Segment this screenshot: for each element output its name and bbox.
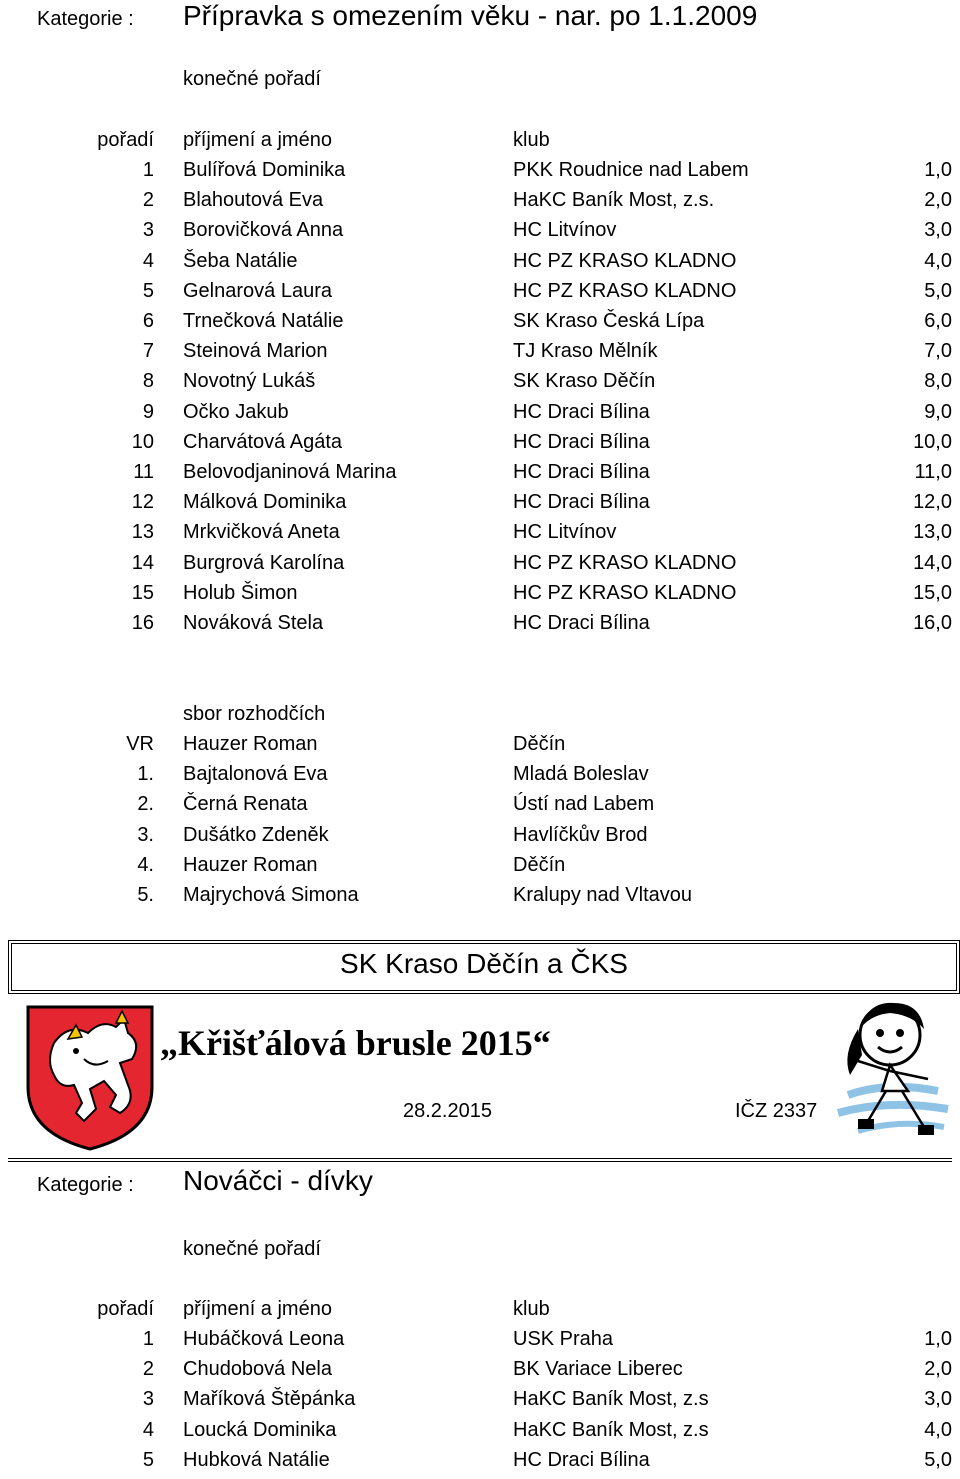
- row-name: Holub Šimon: [183, 581, 298, 604]
- row-club: HaKC Baník Most, z.s.: [513, 189, 715, 212]
- row-rank: 5: [142, 1448, 154, 1471]
- row-name: Málková Dominika: [183, 491, 347, 514]
- results-subtitle: konečné pořadí: [183, 68, 321, 90]
- row-points: 8,0: [924, 370, 952, 393]
- event-date: 28.2.2015: [403, 1100, 492, 1122]
- row-rank: 7: [142, 340, 154, 363]
- row-club: SK Kraso Děčín: [513, 370, 656, 393]
- row-club: BK Variace Liberec: [513, 1358, 683, 1381]
- table-row: [0, 189, 960, 219]
- judge-role: VR: [126, 733, 154, 755]
- judge-row: [0, 793, 960, 823]
- judge-row: [0, 763, 960, 793]
- row-rank: 3: [142, 219, 154, 242]
- row-rank: 8: [142, 370, 154, 393]
- table-row: [0, 340, 960, 370]
- row-club: TJ Kraso Mělník: [513, 340, 658, 363]
- row-name: Steinová Marion: [183, 340, 328, 363]
- banner-divider: [8, 1158, 952, 1162]
- row-name: Nováková Stela: [183, 612, 324, 634]
- row-name: Bulířová Dominika: [183, 159, 346, 181]
- row-points: 6,0: [924, 310, 952, 332]
- row-name: Maříková Štěpánka: [183, 1388, 356, 1411]
- row-rank: 14: [131, 551, 154, 574]
- organizer-name: SK Kraso Děčín a ČKS: [340, 948, 628, 979]
- judge-city: Havlíčkův Brod: [513, 823, 648, 846]
- row-club: HC PZ KRASO KLADNO: [513, 279, 737, 302]
- table-row: [0, 1388, 960, 1418]
- row-rank: 16: [131, 612, 154, 634]
- row-rank: 9: [142, 400, 154, 423]
- table-row: [0, 310, 960, 340]
- judge-city: Děčín: [513, 733, 566, 755]
- row-points: 2,0: [924, 1358, 952, 1381]
- row-club: HC Draci Bílina: [513, 461, 650, 483]
- table-row: [0, 431, 960, 461]
- row-name: Mrkvičková Aneta: [183, 521, 340, 544]
- row-club: HC Draci Bílina: [513, 491, 650, 514]
- table-row: [0, 461, 960, 491]
- row-name: Chudobová Nela: [183, 1358, 332, 1381]
- row-name: Loucká Dominika: [183, 1418, 337, 1441]
- row-name: Gelnarová Laura: [183, 279, 332, 302]
- row-name: Burgrová Karolína: [183, 551, 345, 574]
- judge-role: 2.: [137, 793, 154, 816]
- row-points: 2,0: [924, 189, 952, 212]
- row-name: Trnečková Natálie: [183, 310, 344, 332]
- row-rank: 4: [142, 1418, 154, 1441]
- row-rank: 1: [142, 159, 154, 181]
- header-rank: pořadí: [97, 1298, 154, 1320]
- results-header-2: [0, 1298, 960, 1328]
- row-club: HC Draci Bílina: [513, 430, 650, 453]
- row-points: 13,0: [913, 521, 952, 544]
- row-name: Blahoutová Eva: [183, 189, 324, 212]
- row-points: 7,0: [924, 340, 952, 363]
- table-row: [0, 521, 960, 551]
- row-points: 12,0: [913, 491, 952, 514]
- row-name: Hubáčková Leona: [183, 1328, 345, 1350]
- row-points: 10,0: [913, 430, 952, 453]
- table-row: [0, 612, 960, 642]
- event-icz: IČZ 2337: [735, 1100, 818, 1122]
- row-points: 5,0: [924, 1448, 952, 1471]
- table-row: [0, 491, 960, 521]
- row-points: 16,0: [913, 612, 952, 634]
- table-row: [0, 370, 960, 400]
- judge-row: [0, 884, 960, 914]
- row-rank: 12: [131, 491, 154, 514]
- row-rank: 4: [142, 249, 154, 272]
- table-row: [0, 1358, 960, 1388]
- row-points: 11,0: [914, 461, 952, 483]
- row-club: HC PZ KRASO KLADNO: [513, 551, 737, 574]
- table-row: [0, 219, 960, 249]
- row-rank: 13: [131, 521, 154, 544]
- row-club: HC Draci Bílina: [513, 612, 650, 634]
- row-rank: 11: [133, 461, 154, 483]
- row-rank: 1: [142, 1328, 154, 1350]
- row-points: 9,0: [924, 400, 952, 423]
- category-title-2: Nováčci - dívky: [183, 1165, 373, 1196]
- row-club: HC PZ KRASO KLADNO: [513, 581, 737, 604]
- row-points: 1,0: [924, 1328, 952, 1350]
- row-points: 15,0: [913, 581, 952, 604]
- judge-city: Mladá Boleslav: [513, 763, 649, 786]
- row-club: HC Draci Bílina: [513, 1448, 650, 1471]
- table-row: [0, 250, 960, 280]
- row-name: Belovodjaninová Marina: [183, 461, 397, 483]
- judges-title: sbor rozhodčích: [183, 703, 326, 725]
- table-row: [0, 552, 960, 582]
- row-name: Šeba Natálie: [183, 249, 298, 272]
- header-club: klub: [513, 129, 550, 151]
- row-points: 5,0: [924, 279, 952, 302]
- row-points: 4,0: [924, 249, 952, 272]
- row-name: Očko Jakub: [183, 400, 289, 423]
- row-club: HaKC Baník Most, z.s: [513, 1388, 709, 1411]
- row-rank: 2: [142, 1358, 154, 1381]
- row-club: USK Praha: [513, 1328, 614, 1350]
- row-rank: 3: [142, 1388, 154, 1411]
- table-row: [0, 1419, 960, 1449]
- judge-role: 5.: [137, 884, 154, 906]
- row-name: Hubková Natálie: [183, 1448, 330, 1471]
- judge-name: Hauzer Roman: [183, 733, 318, 755]
- judge-name: Bajtalonová Eva: [183, 763, 328, 786]
- category-label-2: Kategorie :: [37, 1174, 134, 1196]
- judge-city: Děčín: [513, 853, 566, 876]
- row-club: SK Kraso Česká Lípa: [513, 310, 705, 332]
- header-club: klub: [513, 1298, 550, 1320]
- row-name: Charvátová Agáta: [183, 430, 342, 453]
- row-name: Novotný Lukáš: [183, 370, 316, 393]
- organizer-banner: [8, 940, 960, 994]
- event-title: „Křišťálová brusle 2015“: [160, 1023, 551, 1063]
- row-rank: 10: [131, 430, 154, 453]
- judge-role: 1.: [137, 763, 154, 786]
- judge-row: [0, 824, 960, 854]
- judge-row: [0, 733, 960, 763]
- row-points: 3,0: [924, 1388, 952, 1411]
- results-header: [0, 129, 960, 159]
- judge-role: 3.: [137, 823, 154, 846]
- row-points: 1,0: [924, 159, 952, 181]
- row-club: HC Litvínov: [513, 219, 617, 242]
- table-row: [0, 1449, 960, 1479]
- table-row: [0, 280, 960, 310]
- row-club: HC Litvínov: [513, 521, 617, 544]
- judge-name: Majrychová Simona: [183, 884, 359, 906]
- judge-role: 4.: [137, 853, 154, 876]
- row-rank: 5: [142, 279, 154, 302]
- row-club: HC Draci Bílina: [513, 400, 650, 423]
- table-row: [0, 582, 960, 612]
- row-rank: 2: [142, 189, 154, 212]
- judge-name: Černá Renata: [183, 793, 308, 816]
- row-rank: 6: [142, 310, 154, 332]
- row-points: 3,0: [924, 219, 952, 242]
- row-club: HC PZ KRASO KLADNO: [513, 249, 737, 272]
- table-row: [0, 1328, 960, 1358]
- decin-coat-of-arms-icon: [24, 1003, 156, 1151]
- judge-city: Ústí nad Labem: [513, 793, 655, 816]
- row-club: HaKC Baník Most, z.s: [513, 1418, 709, 1441]
- header-rank: pořadí: [97, 129, 154, 151]
- row-rank: 15: [131, 581, 154, 604]
- results-subtitle-2: konečné pořadí: [183, 1238, 321, 1260]
- row-points: 4,0: [924, 1418, 952, 1441]
- row-points: 14,0: [913, 551, 952, 574]
- header-name: příjmení a jméno: [183, 129, 332, 151]
- category-label: Kategorie :: [37, 8, 134, 30]
- category-title: Přípravka s omezením věku - nar. po 1.1.2009: [183, 0, 758, 31]
- judge-city: Kralupy nad Vltavou: [513, 884, 693, 906]
- header-name: příjmení a jméno: [183, 1298, 332, 1320]
- row-name: Borovičková Anna: [183, 219, 344, 242]
- table-row: [0, 401, 960, 431]
- table-row: [0, 159, 960, 189]
- row-club: PKK Roudnice nad Labem: [513, 159, 749, 181]
- judge-name: Hauzer Roman: [183, 853, 318, 876]
- skater-cartoon-icon: [828, 995, 956, 1145]
- judge-name: Dušátko Zdeněk: [183, 823, 329, 846]
- judge-row: [0, 854, 960, 884]
